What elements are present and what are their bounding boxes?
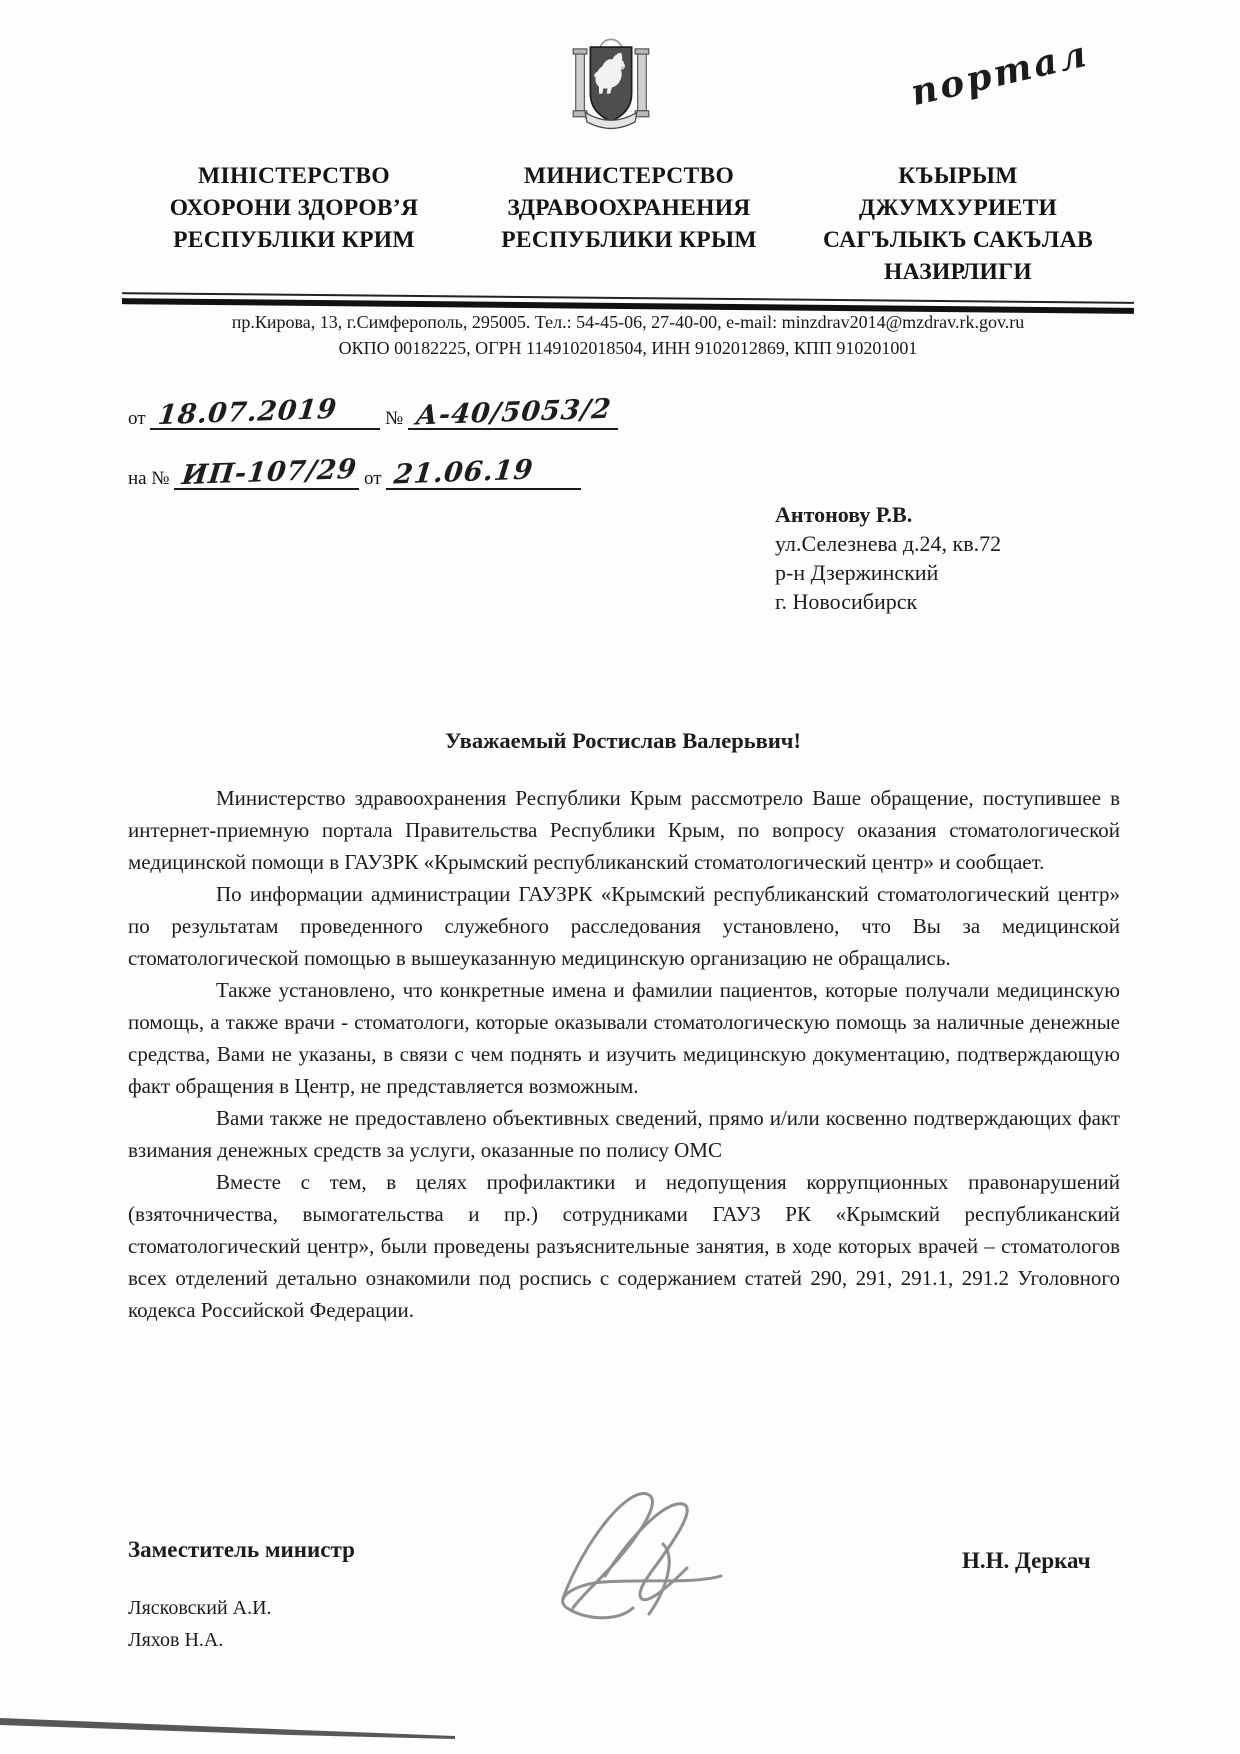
ministry-name-crimean-tatar: [788, 160, 1128, 288]
ministry-name-ukrainian: [118, 160, 470, 256]
letterhead: [118, 160, 1128, 288]
header-divider: [122, 292, 1134, 314]
ministry-ru-line3: РЕСПУБЛИКИ КРЫМ: [501, 227, 757, 253]
in-number-blank: [174, 452, 359, 490]
signer-name: Н.Н. Деркач: [962, 1548, 1091, 1573]
contact-address-line: пр.Кирова, 13, г.Симферополь, 295005. Тел.: 54-45-06, 27-40-00, e-mail: minzdrav2014@mzdrav.rk.gov.ru: [231, 312, 1025, 332]
out-date-handwritten: 18.07.2019: [156, 393, 339, 432]
handwritten-note: портал: [906, 32, 1093, 115]
executors-block: [128, 1592, 272, 1656]
signature-scribble-icon: [545, 1480, 765, 1630]
contact-codes-line: ОКПО 00182225, ОГРН 1149102018504, ИНН 9102012869, КПП 910201001: [338, 338, 918, 358]
letter-body: [128, 782, 1120, 1326]
body-paragraph: Вами также не предоставлено объективных сведений, прямо и/или косвенно подтверждающих факт взимания денежных средств за услуги, оказанные по полису ОМС: [128, 1106, 1120, 1162]
out-date-label: от: [128, 408, 146, 429]
incoming-reference-line: [128, 452, 648, 490]
salutation: Уважаемый Ростислав Валерьвич!: [445, 728, 801, 753]
in-number-handwritten: ИП-107/29: [180, 453, 359, 492]
recipient-city: г. Новосибирск: [775, 589, 918, 614]
ministry-crh-line1: КЪЫРЫМ: [898, 163, 1018, 189]
out-number-label: №: [385, 408, 404, 429]
ministry-crh-line2: ДЖУМХУРИЕТИ: [858, 195, 1058, 221]
body-paragraph: Также установлено, что конкретные имена и фамилии пациентов, которые получали медицинскую помощь, а также врачи - стоматологи, которые оказывали стоматологическую помощь за наличные денежные средства, Вами не указаны, в связи с чем поднять и изучить медицинскую документацию, подтверждающую факт обращения в Центр, не представляется возможным.: [128, 978, 1120, 1098]
ministry-ru-line1: МИНИСТЕРСТВО: [523, 163, 735, 189]
in-date-handwritten: 21.06.19: [392, 454, 536, 491]
executor-name: Лясковский А.И.: [128, 1597, 272, 1619]
executor-name: Ляхов Н.А.: [128, 1629, 224, 1651]
ministry-ru-line2: ЗДРАВООХРАНЕНИЯ: [507, 195, 751, 221]
in-number-label: на №: [128, 468, 170, 489]
signer-position: Заместитель министр: [128, 1537, 355, 1562]
outgoing-reference-line: [128, 392, 648, 430]
recipient-street: ул.Селезнева д.24, кв.72: [775, 531, 1002, 556]
recipient-name: Антонову Р.В.: [775, 502, 913, 527]
in-date-blank: [386, 452, 581, 490]
recipient-block: [775, 500, 1135, 616]
body-paragraph: Вместе с тем, в целях профилактики и недопущения коррупционных правонарушений (взяточничества, вымогательства и пр.) сотрудниками ГАУЗ РК «Крымский республиканский стоматологический центр», были проведены разъяснительные занятия, в ходе которых врачей – стоматологов всех отделений детально ознакомили под роспись с содержанием статей 290, 291, 291.1, 291.2 Уголовного кодекса Российской Федерации.: [128, 1170, 1120, 1322]
out-number-blank: [408, 392, 618, 430]
crimea-coat-of-arms-icon: [568, 36, 654, 134]
in-date-label: от: [363, 468, 382, 489]
body-paragraph: По информации администрации ГАУЗРК «Крымский республиканский стоматологический центр» по результатам проведенного служебного расследования установлено, что Вы за медицинской стоматологической помощью в вышеуказанную медицинскую организацию не обращались.: [128, 882, 1120, 970]
out-number-handwritten: А-40/5053/2: [414, 393, 613, 432]
ministry-uk-line2: ОХОРОНИ ЗДОРОВ’Я: [169, 195, 419, 221]
ministry-crh-line4: НАЗИРЛИГИ: [884, 259, 1032, 285]
ministry-name-russian: [474, 160, 784, 256]
body-paragraph: Министерство здравоохранения Республики Крым рассмотрело Ваше обращение, поступившее в интернет-приемную портала Правительства Республики Крым, по вопросу оказания стоматологической медицинской помощи в ГАУЗРК «Крымский республиканский стоматологический центр» и сообщает.: [128, 786, 1120, 874]
ministry-uk-line1: МІНІСТЕРСТВО: [198, 163, 390, 189]
out-date-blank: [150, 392, 380, 430]
recipient-district: р-н Дзержинский: [775, 560, 939, 585]
ministry-crh-line3: САГЪЛЫКЪ САКЪЛАВ: [823, 227, 1093, 253]
scan-edge-artifact: [0, 1712, 470, 1746]
ministry-uk-line3: РЕСПУБЛІКИ КРИМ: [173, 227, 415, 253]
